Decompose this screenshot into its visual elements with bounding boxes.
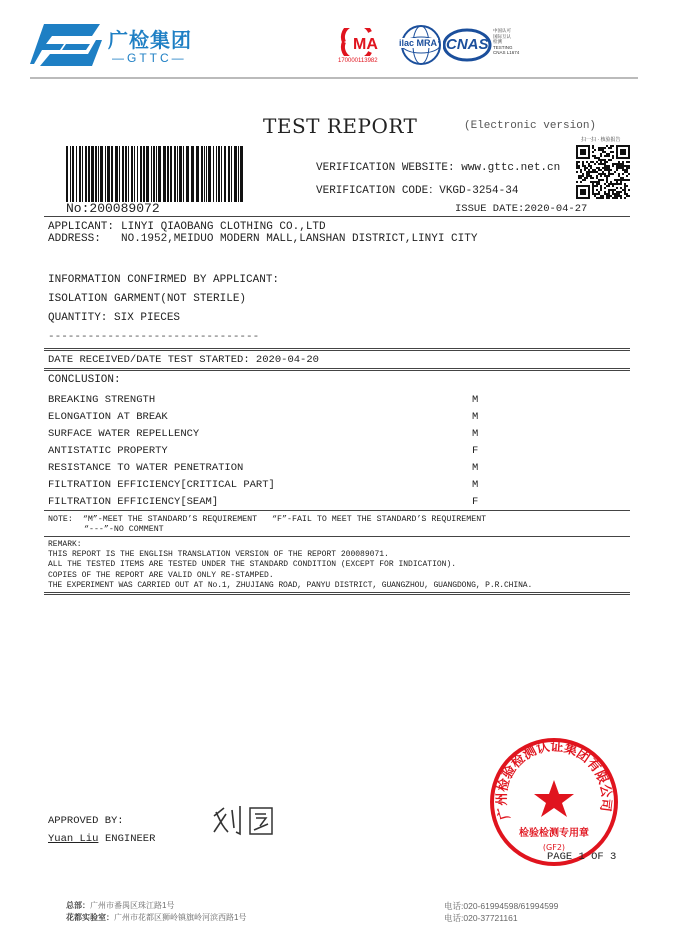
barcode-icon (66, 146, 244, 202)
remark-line: THE EXPERIMENT WAS CARRIED OUT AT No.1, ZHUJIANG ROAD, PANYU DISTRICT, GUANGZHOU, GUANGDONG, P.R.CHINA. (48, 581, 533, 590)
footer-tel-2: 电话:020-37721161 (444, 913, 518, 923)
conclusion-result: M (472, 428, 479, 440)
info-item: ISOLATION GARMENT(NOT STERILE) (48, 293, 247, 305)
cnas-mark (443, 28, 533, 64)
address-label: ADDRESS: (48, 233, 101, 245)
cma-mark (338, 28, 392, 68)
verification-website: VERIFICATION WEBSITE: www.gttc.net.cn (316, 162, 561, 174)
qr-caption: 扫一扫 · 核验报告 (581, 137, 621, 143)
conclusion-divider (44, 510, 630, 511)
barcode (66, 146, 244, 202)
cma-icon (340, 28, 390, 56)
cma-number: 170000113982 (338, 58, 378, 64)
conclusion-row (48, 394, 628, 406)
page-number: PAGE 1 OF 3 (547, 851, 617, 863)
conclusion-item: SURFACE WATER REPELLENCY (48, 428, 200, 440)
conclusion-row (48, 445, 628, 457)
issue-date: ISSUE DATE:2020-04-27 (455, 203, 588, 215)
info-heading: INFORMATION CONFIRMED BY APPLICANT: (48, 274, 280, 286)
footer-hq (66, 900, 174, 911)
approver-title: ENGINEER (105, 833, 156, 845)
address-value: NO.1952,MEIDUO MODERN MALL,LANSHAN DISTRICT,LINYI CITY (121, 233, 478, 245)
remark-divider (44, 592, 630, 595)
conclusion-item: ANTISTATIC PROPERTY (48, 445, 168, 457)
remark-line: ALL THE TESTED ITEMS ARE TESTED UNDER THE STANDARD CONDITION (EXCEPT FOR INDICATION). (48, 560, 457, 569)
conclusion-row (48, 462, 628, 474)
conclusion-item: FILTRATION EFFICIENCY[CRITICAL PART] (48, 479, 275, 491)
conclusion-result: M (472, 479, 479, 491)
conclusion-result: M (472, 411, 479, 423)
conclusion-item: RESISTANCE TO WATER PENETRATION (48, 462, 244, 474)
conclusion-row (48, 479, 628, 491)
signature (210, 802, 278, 842)
logo-chinese-name: 广检集团 (108, 30, 192, 52)
report-number: No:200089072 (66, 201, 160, 216)
cnas-text: CNAS (446, 36, 489, 53)
qr-code (576, 145, 630, 199)
svg-text:MA: MA (353, 36, 378, 53)
approved-by-label: APPROVED BY: (48, 815, 124, 827)
conclusion-item: BREAKING STRENGTH (48, 394, 156, 406)
logo-english-name: —GTTC— (112, 51, 187, 65)
official-seal (488, 736, 620, 868)
note-line-2: “---”-NO COMMENT (84, 525, 164, 534)
footer-lab-address: 广州市花都区狮岭镇旗岭河滨西路1号 (114, 913, 247, 922)
conclusion-result: F (472, 496, 479, 508)
title-divider (44, 216, 630, 217)
conclusion-item: FILTRATION EFFICIENCY[SEAM] (48, 496, 219, 508)
qr-code-icon (576, 145, 630, 199)
approver-name: Yuan Liu (48, 833, 99, 845)
conclusion-row (48, 496, 628, 508)
ilac-mra-mark (400, 24, 442, 66)
cnas-small-text: 中国认可 国际互认 检测 TESTING CNAS L1674 (493, 28, 520, 55)
header-divider (30, 77, 638, 79)
applicant-value: LINYI QIAOBANG CLOTHING CO.,LTD (121, 221, 326, 233)
info-quantity: QUANTITY: SIX PIECES (48, 312, 181, 324)
conclusion-item: ELONGATION AT BREAK (48, 411, 168, 423)
footer-hq-label: 总部： (66, 901, 90, 910)
date-received: DATE RECEIVED/DATE TEST STARTED: 2020-04-20 (48, 354, 319, 366)
remark-label: REMARK: (48, 540, 82, 549)
handwritten-signature (210, 802, 278, 838)
remark-line: COPIES OF THE REPORT ARE VALID ONLY RE-STAMPED. (48, 571, 274, 580)
gttc-logo (30, 22, 210, 72)
remark-line: THIS REPORT IS THE ENGLISH TRANSLATION VERSION OF THE REPORT 200089071. (48, 550, 389, 559)
conclusion-row (48, 428, 628, 440)
date-divider (44, 368, 630, 371)
applicant-label: APPLICANT: (48, 221, 115, 233)
footer-lab (66, 912, 246, 923)
svg-text:广州检验检测认证集团有限公司: 广州检验检测认证集团有限公司 (494, 739, 614, 822)
ilac-mra-text: ilac MRA (399, 38, 438, 48)
note-divider (44, 536, 630, 537)
info-divider (44, 348, 630, 351)
conclusion-row (48, 411, 628, 423)
conclusion-heading: CONCLUSION: (48, 374, 121, 386)
footer-lab-label: 花都实验室： (66, 913, 114, 922)
red-seal-stamp (488, 736, 620, 868)
conclusion-result: M (472, 394, 479, 406)
svg-text:检验检测专用章: 检验检测专用章 (519, 828, 589, 839)
note-line-1: NOTE: “M”-MEET THE STANDARD’S REQUIREMENT “F”-FAIL TO MEET THE STANDARD’S REQUIREMENT (48, 515, 487, 524)
footer-hq-address: 广州市番禺区珠江路1号 (90, 901, 175, 910)
conclusion-result: F (472, 445, 479, 457)
info-dashes: -------------------------------- (48, 331, 260, 343)
gttc-logo-icon (30, 22, 102, 68)
conclusion-result: M (472, 462, 479, 474)
svg-text:(GF2): (GF2) (542, 843, 566, 852)
report-title: TEST REPORT (263, 114, 418, 138)
footer-tel-1: 电话:020-61994598/61994599 (444, 901, 559, 911)
electronic-version-label: (Electronic version) (464, 120, 597, 132)
verification-code: VERIFICATION CODE：VKGD-3254-34 (316, 185, 519, 197)
